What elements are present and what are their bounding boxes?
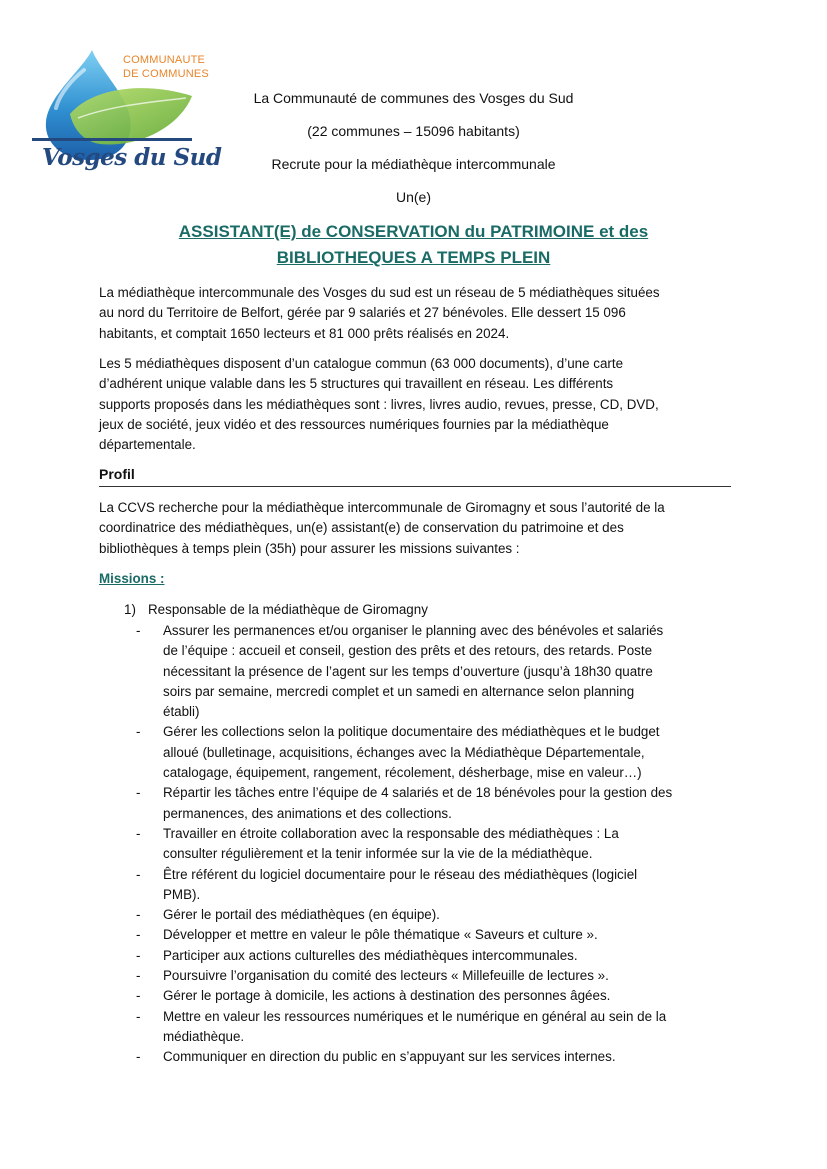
- bullet-dash: -: [136, 866, 141, 882]
- mission-bullet: [136, 986, 726, 1006]
- bullet-text-line: catalogage, équipement, rangement, récolement, désherbage, mise en valeur…): [163, 765, 642, 781]
- bullet-text-line: Répartir les tâches entre l’équipe de 4 salariés et de 18 bénévoles pour la gestion des: [163, 785, 673, 801]
- bullet-dash: -: [136, 907, 141, 923]
- bullet-text-line: de l’équipe : accueil et conseil, gestion des prêts et des retours, des retards. Poste: [163, 643, 653, 659]
- bullet-dash: -: [136, 947, 141, 963]
- text-line: habitants, et comptait 1650 lecteurs et 81 000 prêts réalisés en 2024.: [99, 325, 510, 341]
- intro-paragraph-1: [99, 283, 731, 344]
- bullet-text-line: Travailler en étroite collaboration avec la responsable des médiathèques : La: [163, 825, 619, 841]
- bullet-text-line: Mettre en valeur les ressources numériques et le numérique en général au sein de la: [163, 1008, 667, 1024]
- missions-bullet-list: [136, 621, 726, 1068]
- bullet-text-line: Gérer le portail des médiathèques (en équipe).: [163, 907, 440, 923]
- job-title-line-1: ASSISTANT(E) de CONSERVATION du PATRIMOINE et des: [178, 222, 649, 241]
- bullet-dash: -: [136, 785, 141, 801]
- profil-paragraph: [99, 498, 731, 559]
- bullet-text-line: Être référent du logiciel documentaire pour le réseau des médiathèques (logiciel: [163, 866, 638, 882]
- bullet-text-line: consulter régulièrement et la tenir informée sur la vie de la médiathèque.: [163, 846, 593, 862]
- text-line: La médiathèque intercommunale des Vosges du sud est un réseau de 5 médiathèques situées: [99, 285, 660, 300]
- bullet-dash: -: [136, 724, 141, 740]
- text-line: au nord du Territoire de Belfort, gérée par 9 salariés et 27 bénévoles. Elle dessert 15 096: [99, 305, 626, 321]
- intro-paragraph-2: [99, 354, 731, 455]
- bullet-text-line: Développer et mettre en valeur le pôle thématique « Saveurs et culture ».: [163, 927, 598, 943]
- logo-line-de-communes: DE COMMUNES: [123, 68, 209, 80]
- header-line-1: La Communauté de communes des Vosges du Sud: [253, 90, 574, 106]
- bullet-text-line: établi): [163, 704, 200, 720]
- mission-bullet: [136, 946, 726, 966]
- bullet-dash: -: [136, 1049, 141, 1065]
- mission-bullet: [136, 1007, 726, 1048]
- bullet-dash: -: [136, 988, 141, 1004]
- header-line-3: Recrute pour la médiathèque intercommunale: [271, 156, 556, 172]
- bullet-dash: -: [136, 623, 141, 638]
- mission-bullet: [136, 722, 726, 783]
- text-line: La CCVS recherche pour la médiathèque intercommunale de Giromagny et sous l’autorité de la: [99, 500, 665, 515]
- bullet-text-line: médiathèque.: [163, 1028, 245, 1044]
- mission-item-1: [124, 602, 428, 617]
- bullet-dash: -: [136, 825, 141, 841]
- bullet-text-line: soirs par semaine, mercredi complet et un samedi en alternance selon planning: [163, 683, 635, 699]
- text-line: Les 5 médiathèques disposent d’un catalogue commun (63 000 documents), d’une carte: [99, 356, 624, 371]
- bullet-text-line: Assurer les permanences et/ou organiser le planning avec des bénévoles et salariés: [163, 623, 664, 638]
- mission-bullet: [136, 905, 726, 925]
- text-line: jeux de société, jeux vidéo et des ressources numériques fournies par la médiathèque: [99, 416, 609, 432]
- bullet-text-line: nécessitant la présence de l’agent sur les temps d’ouverture (jusqu’à 18h30 quatre: [163, 663, 653, 679]
- header-line-4: Un(e): [395, 189, 431, 205]
- bullet-text-line: Communiquer en direction du public en s’appuyant sur les services internes.: [163, 1049, 616, 1065]
- mission-bullet: [136, 925, 726, 945]
- bullet-text-line: Gérer les collections selon la politique documentaire des médiathèques et le budget: [163, 724, 660, 740]
- bullet-text-line: permanences, des animations et des collections.: [163, 805, 452, 821]
- mission-item-label: Responsable de la médiathèque de Giromagny: [148, 602, 428, 617]
- mission-bullet: [136, 621, 726, 722]
- bullet-text-line: alloué (bulletinage, acquisitions, échanges avec la Médiathèque Départementale,: [163, 744, 645, 760]
- mission-bullet: [136, 1047, 726, 1067]
- logo-name: Vosges du Sud: [42, 144, 222, 171]
- bullet-text-line: PMB).: [163, 886, 201, 902]
- text-line: coordinatrice des médiathèques, un(e) assistant(e) de conservation du patrimoine et des: [99, 520, 624, 536]
- mission-bullet: [136, 783, 726, 824]
- missions-heading: Missions :: [99, 571, 165, 586]
- logo-line-communaute: COMMUNAUTE: [123, 54, 206, 66]
- bullet-dash: -: [136, 968, 141, 984]
- text-line: départementale.: [99, 437, 196, 453]
- bullet-text-line: Gérer le portage à domicile, les actions à destination des personnes âgées.: [163, 988, 611, 1004]
- mission-item-number: 1): [124, 602, 136, 617]
- text-line: bibliothèques à temps plein (35h) pour assurer les missions suivantes :: [99, 540, 520, 556]
- bullet-dash: -: [136, 927, 141, 943]
- text-line: supports proposés dans les médiathèques sont : livres, livres audio, revues, presse, CD, DVD,: [99, 396, 659, 412]
- bullet-text-line: Poursuivre l’organisation du comité des lecteurs « Millefeuille de lectures ».: [163, 968, 609, 984]
- mission-bullet: [136, 865, 726, 906]
- bullet-text-line: Participer aux actions culturelles des médiathèques intercommunales.: [163, 947, 578, 963]
- header-line-2: (22 communes – 15096 habitants): [307, 123, 520, 139]
- profil-heading: Profil: [99, 466, 731, 487]
- mission-bullet: [136, 966, 726, 986]
- mission-bullet: [136, 824, 726, 865]
- job-title-line-2: BIBLIOTHEQUES A TEMPS PLEIN: [276, 248, 551, 267]
- bullet-dash: -: [136, 1008, 141, 1024]
- text-line: d’adhérent unique valable dans les 5 structures qui travaillent en réseau. Les différents: [99, 376, 614, 392]
